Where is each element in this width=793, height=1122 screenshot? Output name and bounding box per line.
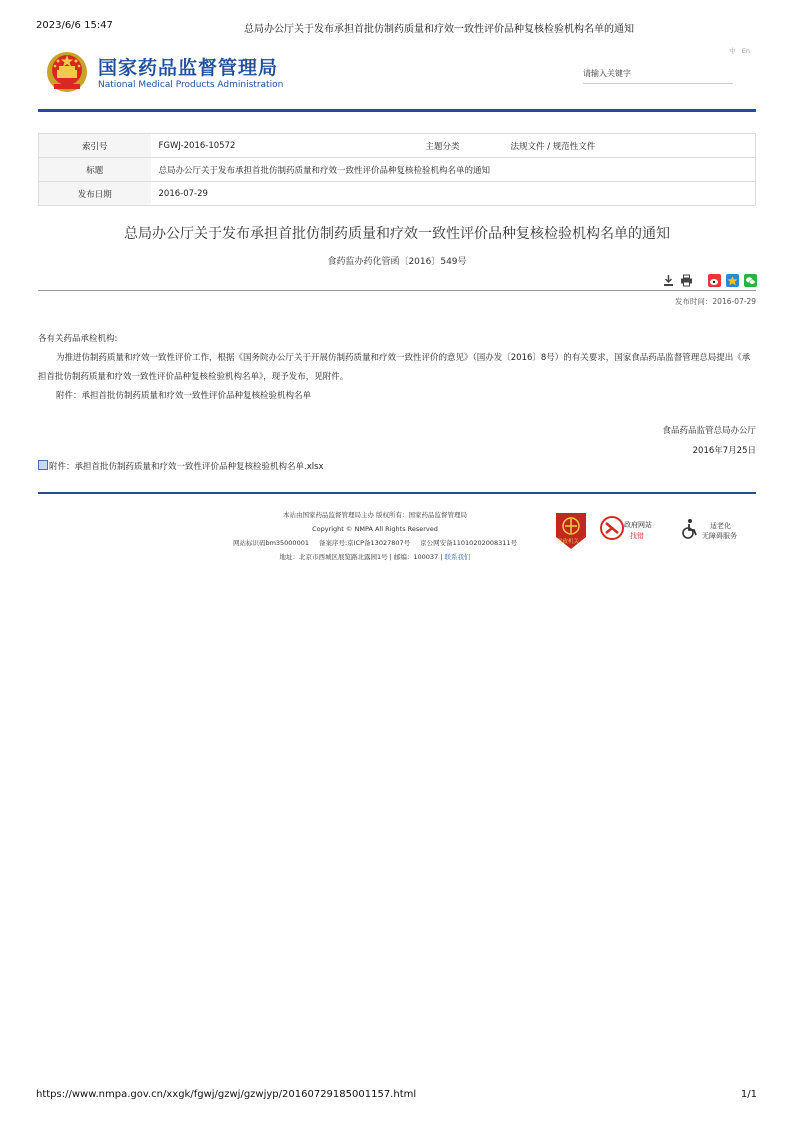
footer-address: 地址：北京市西城区展览路北露园1号 | 邮编：100037 | xyxy=(279,553,443,561)
police-number[interactable]: 京公网安备11010202008311号 xyxy=(420,539,518,547)
print-icon[interactable] xyxy=(680,274,693,287)
category-value: 法规文件 / 规范性文件 xyxy=(503,134,756,158)
gov-error-icon xyxy=(600,514,624,542)
body-paragraph: 为推进仿制药质量和疗效一致性评价工作，根据《国务院办公厅关于开展仿制药质量和疗效一致性评价的意见》（国办发〔2016〕8号）的有关要求，国家食品药品监督管理总局提出《承担首批仿制药质量和疗效一致性评价品种复核检验机构名单》，现予发布，见附件。 xyxy=(38,353,751,382)
salutation: 各有关药品承检机构: xyxy=(38,334,118,344)
article-divider xyxy=(38,290,756,291)
table-row xyxy=(39,158,756,182)
print-datetime: 2023/6/6 15:47 xyxy=(36,20,113,31)
file-icon xyxy=(38,460,48,470)
page-number: 1/1 xyxy=(740,1089,757,1100)
party-gov-label: 党政机关 xyxy=(557,539,580,545)
table-row xyxy=(39,182,756,206)
print-header xyxy=(36,20,757,34)
footer-copyright: Copyright © NMPA All Rights Reserved xyxy=(312,525,438,533)
metadata-table xyxy=(38,133,756,206)
index-value: FGWJ-2016-10572 xyxy=(151,134,383,158)
category-label: 主题分类 xyxy=(383,134,503,158)
attachment-name[interactable]: 附件：承担首批仿制药质量和疗效一致性评价品种复核检验机构名单.xlsx xyxy=(49,462,324,472)
footer-address-row xyxy=(210,550,540,564)
party-gov-icon xyxy=(554,511,588,551)
gov-error-label-2: 找错 xyxy=(630,532,644,540)
lang-zh-link[interactable]: 中 xyxy=(729,47,736,55)
footer-registration xyxy=(210,536,540,550)
date-value: 2016-07-29 xyxy=(158,188,208,199)
document-number: 食药监办药化管函〔2016〕549号 xyxy=(327,257,467,267)
article-tools xyxy=(660,274,757,288)
site-name-en: National Medical Products Administration xyxy=(98,80,284,90)
print-title: 总局办公厅关于发布承担首批仿制药质量和疗效一致性评价品种复核检验机构名单的通知 xyxy=(244,24,634,35)
index-label: 索引号 xyxy=(39,134,151,158)
download-icon[interactable] xyxy=(662,274,675,287)
site-footer xyxy=(210,508,540,564)
gov-error-label-1: 政府网站 xyxy=(624,521,652,529)
title-label: 标题 xyxy=(39,158,151,182)
site-id: 网站标识码bm35000001 xyxy=(232,539,309,547)
footer-sponsor: 本站由国家药品监督管理局主办 版权所有：国家药品监督管理局 xyxy=(282,511,468,519)
accessibility-label-1: 适老化 xyxy=(710,522,731,530)
lang-en-link[interactable]: En xyxy=(741,47,750,55)
wechat-icon[interactable] xyxy=(744,274,757,287)
party-gov-badge[interactable] xyxy=(554,511,588,551)
national-emblem-icon xyxy=(46,50,88,94)
site-name-cn[interactable]: 国家药品监督管理局 xyxy=(98,57,279,79)
title-value: 总局办公厅关于发布承担首批仿制药质量和疗效一致性评价品种复核检验机构名单的通知 xyxy=(151,158,756,182)
icp-number[interactable]: 备案序号:京ICP备13027807号 xyxy=(318,539,411,547)
table-row xyxy=(39,134,756,158)
footer-divider xyxy=(38,492,756,494)
search-input[interactable]: 请输入关键字 xyxy=(583,64,733,84)
publish-time: 发布时间：2016-07-29 xyxy=(674,297,756,306)
weibo-icon[interactable] xyxy=(708,274,721,287)
wheelchair-icon xyxy=(680,518,700,540)
signer: 食品药品监管总局办公厅 xyxy=(662,426,756,436)
gov-error-badge[interactable] xyxy=(600,514,664,546)
page-url: https://www.nmpa.gov.cn/xxgk/fgwj/gzwj/gzwjyp/20160729185001157.html xyxy=(36,1089,417,1100)
article-body xyxy=(38,330,756,406)
site-header xyxy=(38,44,756,112)
accessibility-badge[interactable] xyxy=(680,518,750,544)
attachment-link[interactable] xyxy=(38,460,324,472)
contact-link[interactable]: 联系我们 xyxy=(444,553,471,561)
sign-date: 2016年7月25日 xyxy=(692,446,756,456)
accessibility-label-2: 无障碍服务 xyxy=(702,532,737,540)
header-divider xyxy=(38,109,756,112)
date-label: 发布日期 xyxy=(39,182,151,206)
language-switch xyxy=(725,46,750,55)
article-title: 总局办公厅关于发布承担首批仿制药质量和疗效一致性评价品种复核检验机构名单的通知 xyxy=(124,226,670,242)
qzone-icon[interactable] xyxy=(726,274,739,287)
appendix-note: 附件：承担首批仿制药质量和疗效一致性评价品种复核检验机构名单 xyxy=(56,391,312,401)
